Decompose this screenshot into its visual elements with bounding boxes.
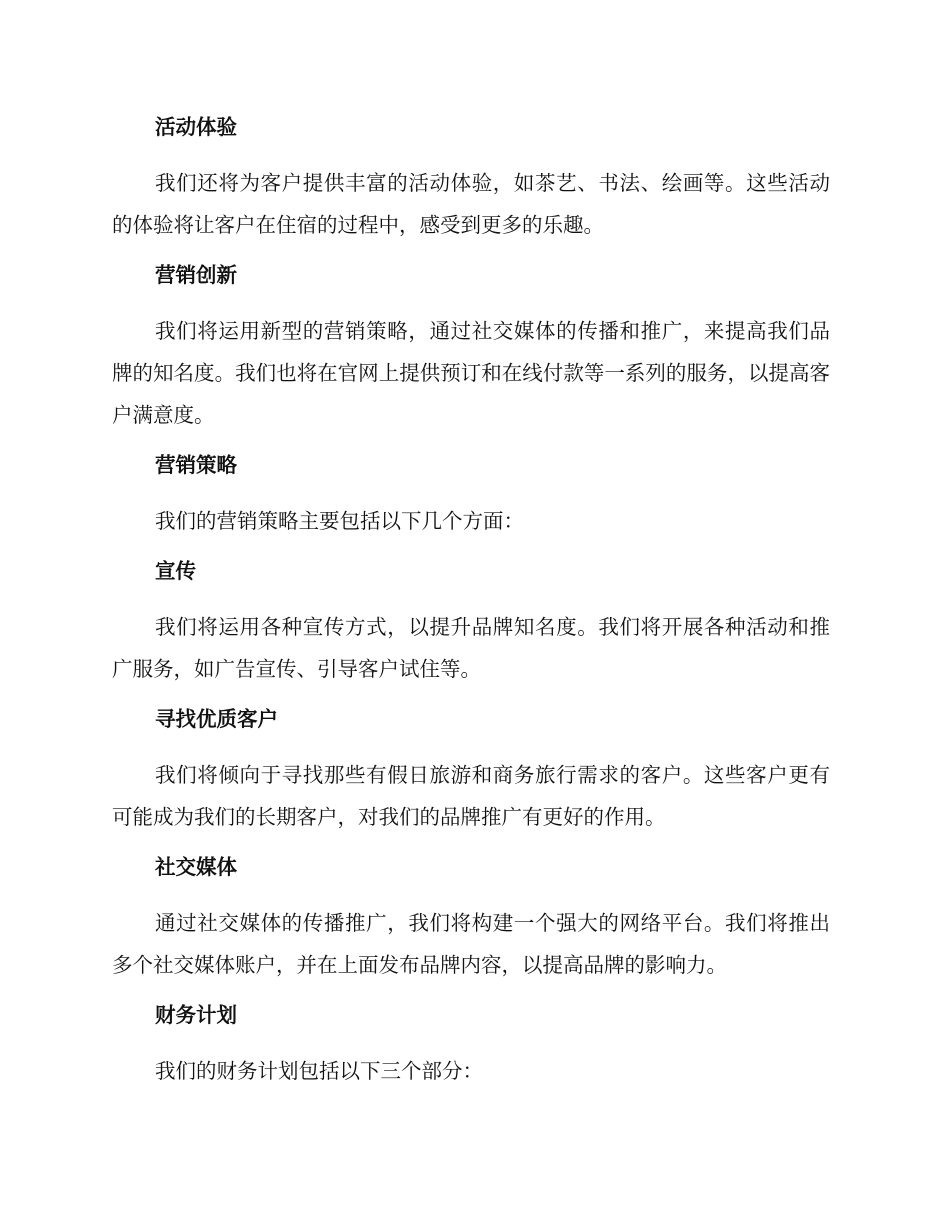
section-heading-activity-experience: 活动体验 xyxy=(155,115,237,139)
section-heading-marketing-innovation: 营销创新 xyxy=(155,263,237,287)
section-paragraph-marketing-innovation: 我们将运用新型的营销策略，通过社交媒体的传播和推广，来提高我们品牌的知名度。我们也将在官网上提供预订和在线付款等一系列的服务，以提高客户满意度。 xyxy=(112,319,830,427)
section-heading-promotion: 宣传 xyxy=(155,559,196,583)
section-paragraph-activity-experience: 我们还将为客户提供丰富的活动体验，如茶艺、书法、绘画等。这些活动的体验将让客户在住宿的过程中，感受到更多的乐趣。 xyxy=(112,171,830,237)
section-paragraph-financial-plan: 我们的财务计划包括以下三个部分： xyxy=(155,1059,483,1083)
section-heading-quality-customers: 寻找优质客户 xyxy=(155,707,278,731)
section-paragraph-marketing-strategy: 我们的营销策略主要包括以下几个方面： xyxy=(155,509,524,533)
section-heading-marketing-strategy: 营销策略 xyxy=(155,453,237,477)
section-paragraph-promotion: 我们将运用各种宣传方式，以提升品牌知名度。我们将开展各种活动和推广服务，如广告宣传、引导客户试住等。 xyxy=(112,615,830,681)
section-paragraph-quality-customers: 我们将倾向于寻找那些有假日旅游和商务旅行需求的客户。这些客户更有可能成为我们的长期客户，对我们的品牌推广有更好的作用。 xyxy=(112,763,830,829)
section-heading-social-media: 社交媒体 xyxy=(155,855,237,879)
document-body xyxy=(112,109,830,1103)
section-paragraph-social-media: 通过社交媒体的传播推广，我们将构建一个强大的网络平台。我们将推出多个社交媒体账户，并在上面发布品牌内容，以提高品牌的影响力。 xyxy=(112,911,830,977)
section-heading-financial-plan: 财务计划 xyxy=(155,1003,237,1027)
